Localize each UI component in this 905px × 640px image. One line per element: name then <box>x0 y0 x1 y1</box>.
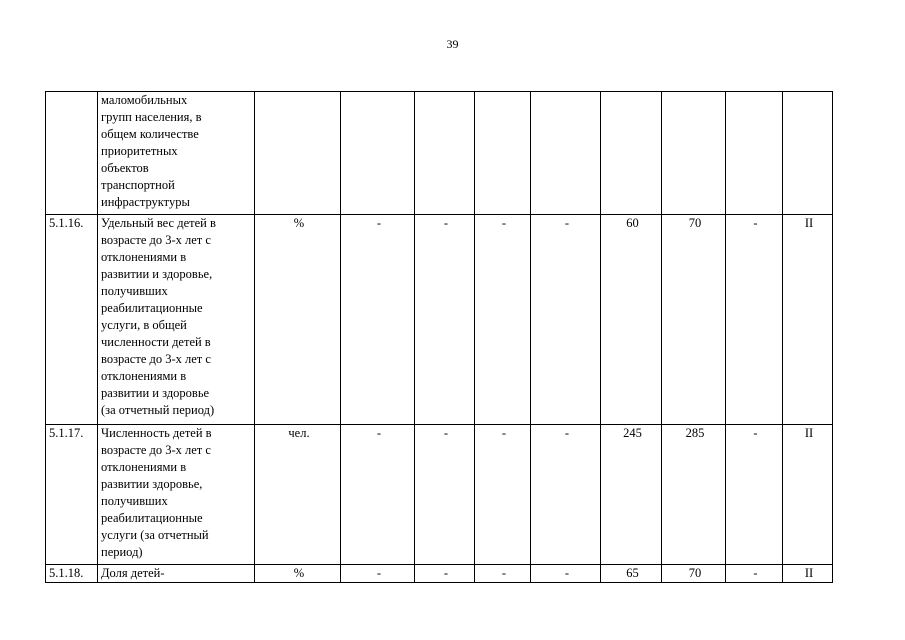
indicator-name-line: период) <box>101 545 143 559</box>
value-cell: 285 <box>662 425 726 565</box>
value-cell: - <box>415 425 475 565</box>
value-cell <box>726 92 783 215</box>
value-cell <box>415 92 475 215</box>
value-cell: - <box>531 215 601 425</box>
unit-cell: % <box>255 215 341 425</box>
indicator-name-cell <box>98 92 255 215</box>
value-cell <box>601 92 662 215</box>
value-cell: II <box>783 565 833 583</box>
indicator-name-cell <box>98 565 255 583</box>
value-cell <box>662 92 726 215</box>
value-cell <box>783 92 833 215</box>
indicators-table <box>45 91 833 583</box>
value-cell: 245 <box>601 425 662 565</box>
indicator-name-line: Численность детей в <box>101 426 212 440</box>
table-row <box>46 565 833 583</box>
indicator-name-line: возрасте до 3-х лет с <box>101 352 211 366</box>
indicator-name-line: реабилитационные <box>101 511 203 525</box>
unit-cell <box>255 92 341 215</box>
value-cell: - <box>726 565 783 583</box>
value-cell: II <box>783 215 833 425</box>
indicator-name-line: получивших <box>101 494 168 508</box>
indicator-name-line: возрасте до 3-х лет с <box>101 443 211 457</box>
indicator-name-line: отклонениями в <box>101 460 187 474</box>
value-cell: II <box>783 425 833 565</box>
indicator-name-line: получивших <box>101 284 168 298</box>
indicator-name-line: развитии и здоровье <box>101 386 210 400</box>
value-cell: - <box>475 425 531 565</box>
value-cell: - <box>341 215 415 425</box>
value-cell: 65 <box>601 565 662 583</box>
table-row <box>46 215 833 425</box>
indicator-name-line: инфраструктуры <box>101 195 190 209</box>
value-cell: - <box>726 215 783 425</box>
value-cell: 60 <box>601 215 662 425</box>
row-number-cell: 5.1.16. <box>46 215 98 425</box>
indicator-name-line: Доля детей- <box>101 566 165 580</box>
unit-cell: чел. <box>255 425 341 565</box>
indicator-name-cell <box>98 215 255 425</box>
indicator-name-line: реабилитационные <box>101 301 203 315</box>
value-cell: - <box>475 565 531 583</box>
indicator-name-cell <box>98 425 255 565</box>
indicator-name-line: приоритетных <box>101 144 178 158</box>
value-cell: - <box>531 425 601 565</box>
indicator-name-line: транспортной <box>101 178 175 192</box>
value-cell <box>475 92 531 215</box>
value-cell: 70 <box>662 215 726 425</box>
value-cell <box>341 92 415 215</box>
indicator-name-line: объектов <box>101 161 149 175</box>
row-number-cell: 5.1.18. <box>46 565 98 583</box>
indicator-name-line: услуги, в общей <box>101 318 187 332</box>
indicator-name-line: групп населения, в <box>101 110 202 124</box>
indicator-name-line: развитии и здоровье, <box>101 267 213 281</box>
table-row <box>46 92 833 215</box>
row-number-cell <box>46 92 98 215</box>
indicator-name-line: маломобильных <box>101 93 188 107</box>
value-cell: - <box>415 565 475 583</box>
value-cell: - <box>726 425 783 565</box>
indicator-name-line: развитии здоровье, <box>101 477 203 491</box>
indicator-name-line: (за отчетный период) <box>101 403 215 417</box>
value-cell <box>531 92 601 215</box>
indicator-name-line: отклонениями в <box>101 369 187 383</box>
value-cell: - <box>341 565 415 583</box>
row-number-cell: 5.1.17. <box>46 425 98 565</box>
value-cell: - <box>341 425 415 565</box>
value-cell: - <box>531 565 601 583</box>
value-cell: 70 <box>662 565 726 583</box>
indicator-name-line: Удельный вес детей в <box>101 216 216 230</box>
unit-cell: % <box>255 565 341 583</box>
indicator-name-line: общем количестве <box>101 127 199 141</box>
table-row <box>46 425 833 565</box>
indicator-name-line: возрасте до 3-х лет с <box>101 233 211 247</box>
indicator-name-line: услуги (за отчетный <box>101 528 209 542</box>
page-number: 39 <box>446 37 459 51</box>
indicator-name-line: численности детей в <box>101 335 211 349</box>
value-cell: - <box>475 215 531 425</box>
indicator-name-line: отклонениями в <box>101 250 187 264</box>
value-cell: - <box>415 215 475 425</box>
